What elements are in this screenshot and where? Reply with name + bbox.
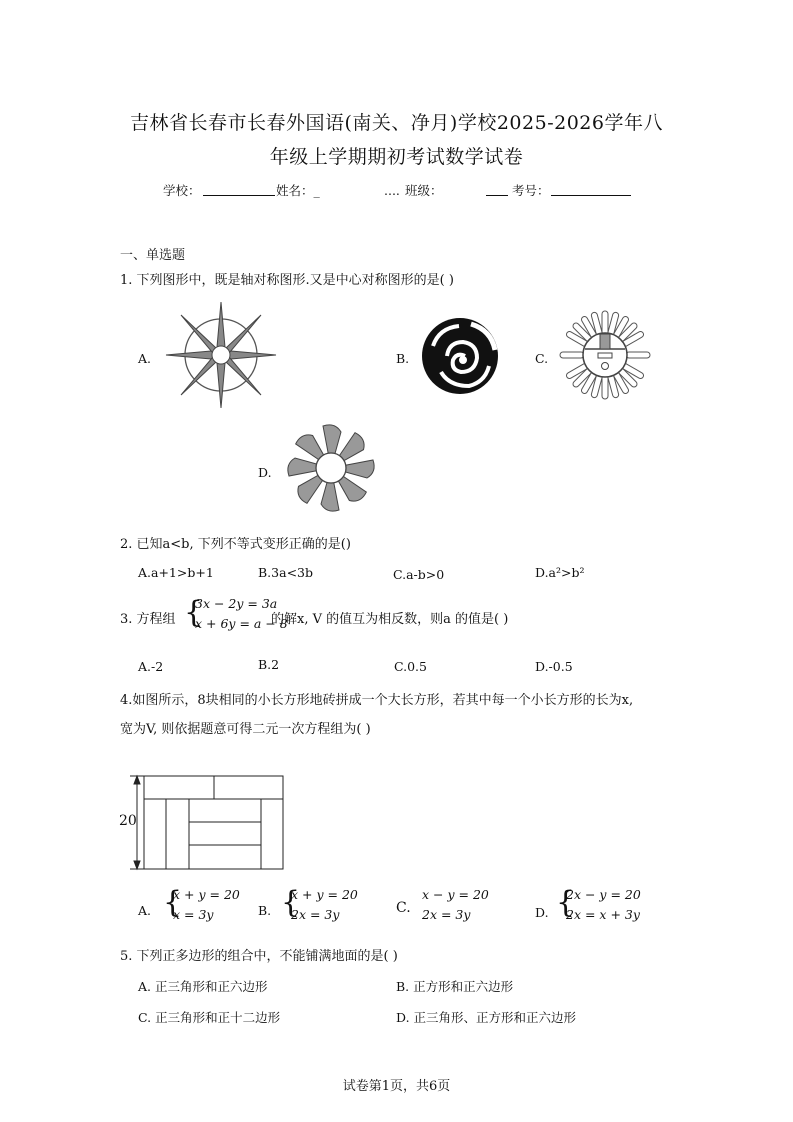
q5-option-b[interactable]: B. 正方形和正六边形 xyxy=(396,979,514,994)
q4-option-b-system xyxy=(291,885,358,925)
tile-rectangle-diagram xyxy=(128,772,288,872)
q3-option-c[interactable]: C.0.5 xyxy=(394,659,427,674)
q4-option-a-label[interactable]: A. xyxy=(138,903,152,918)
q4-b-brace: { xyxy=(281,885,301,920)
q2-option-b[interactable]: B.3a<3b xyxy=(258,565,313,580)
section-heading: 一、单选题 xyxy=(120,248,186,263)
class-label: 班级： xyxy=(405,183,443,198)
q3-equation-2: x + 6y = a − 8 xyxy=(195,616,288,631)
name-label: 姓名：_ xyxy=(276,183,320,198)
q4-a-equation-2: x = 3y xyxy=(173,907,214,922)
sun-face-icon xyxy=(558,309,652,401)
q1-option-b-label[interactable]: B. xyxy=(396,351,410,366)
q5-option-a[interactable]: A. 正三角形和正六边形 xyxy=(138,979,268,994)
q4-d-brace: { xyxy=(556,885,576,920)
q1-stem: 1. 下列图形中，既是轴对称图形.又是中心对称图形的是( ) xyxy=(120,273,454,288)
dimension-label: 20 xyxy=(119,813,137,829)
q4-a-equation-1: x + y = 20 xyxy=(173,887,240,902)
q4-option-a-system xyxy=(173,885,240,925)
rose-swirl-icon xyxy=(419,316,501,396)
dots: .... xyxy=(384,183,400,198)
q5-stem: 5. 下列正多边形的组合中，不能铺满地面的是( ) xyxy=(120,949,398,964)
q3-option-b[interactable]: B.2 xyxy=(258,657,280,672)
q1-option-a-label[interactable]: A. xyxy=(138,351,152,366)
q4-d-equation-2: 2x = x + 3y xyxy=(566,907,640,922)
q4-b-equation-2: 2x = 3y xyxy=(291,907,340,922)
q4-stem-line-2: 宽为V, 则依据题意可得二元一次方程组为( ) xyxy=(120,722,371,737)
q2-option-d[interactable]: D.a²>b² xyxy=(535,565,585,580)
exam-no-blank[interactable] xyxy=(551,183,631,196)
q1-option-d-label[interactable]: D. xyxy=(258,465,272,480)
school-label: 学校： xyxy=(163,183,201,198)
q4-option-b-label[interactable]: B. xyxy=(258,903,272,918)
q2-option-a[interactable]: A.a+1>b+1 xyxy=(138,565,214,580)
q5-option-c[interactable]: C. 正三角形和正十二边形 xyxy=(138,1010,281,1025)
class-blank[interactable] xyxy=(486,183,508,196)
q4-option-d-label[interactable]: D. xyxy=(535,905,549,920)
q2-option-c[interactable]: C.a-b>0 xyxy=(393,567,445,582)
q4-a-brace: { xyxy=(163,885,183,920)
star-compass-icon xyxy=(164,300,278,410)
q4-d-equation-1: 2x − y = 20 xyxy=(566,887,641,902)
exam-no-label: 考号： xyxy=(512,183,550,198)
q4-b-equation-1: x + y = 20 xyxy=(291,887,358,902)
exam-title-line-2: 年级上学期期初考试数学试卷 xyxy=(269,146,524,168)
q4-option-c-label[interactable]: C. xyxy=(396,900,411,916)
pinwheel-flower-icon xyxy=(283,420,379,516)
q2-stem: 2. 已知a<b, 下列不等式变形正确的是() xyxy=(120,537,351,552)
q3-system-brace: { xyxy=(184,595,204,630)
q4-c-equation-2: 2x = 3y xyxy=(422,907,471,922)
q3-option-d[interactable]: D.-0.5 xyxy=(535,659,573,674)
q3-equation-1: 3x − 2y = 3a xyxy=(195,596,278,611)
q4-option-d-system xyxy=(566,885,641,925)
q3-option-a[interactable]: A.-2 xyxy=(138,659,164,674)
q3-suffix: 的解x, V 的值互为相反数，则a 的值是( ) xyxy=(271,612,509,627)
q4-option-c-system xyxy=(422,885,489,925)
exam-title-line-1: 吉林省长春市长春外国语(南关、净月)学校2025-2026学年八 xyxy=(130,112,663,134)
page-footer: 试卷第1页，共6页 xyxy=(342,1079,451,1094)
q5-option-d[interactable]: D. 正三角形、正方形和正六边形 xyxy=(396,1010,577,1025)
q4-c-equation-1: x − y = 20 xyxy=(422,887,489,902)
school-blank[interactable] xyxy=(203,183,275,196)
q3-prefix: 3. 方程组 xyxy=(120,612,176,627)
q4-stem-line-1: 4.如图所示，8块相同的小长方形地砖拼成一个大长方形，若其中每一个小长方形的长为x, xyxy=(120,693,634,708)
q1-option-c-label[interactable]: C. xyxy=(535,351,549,366)
